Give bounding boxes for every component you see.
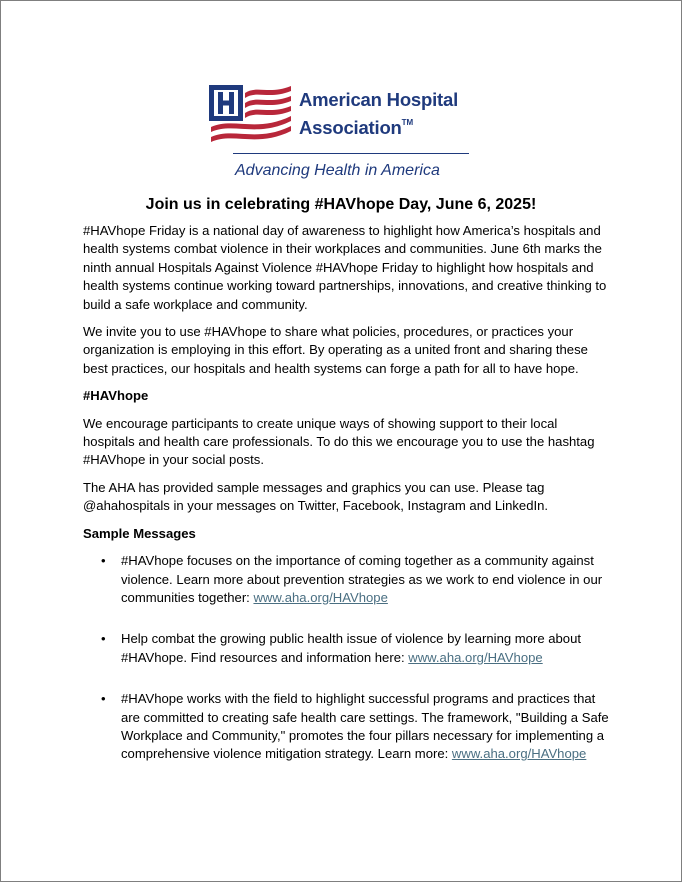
page-title: Join us in celebrating #HAVhope Day, June 6, 2025! [145, 196, 537, 213]
sample-message-item [101, 552, 611, 607]
aha-logo [207, 81, 487, 186]
logo-tagline: Advancing Health in America [235, 162, 440, 179]
invite-paragraph: We invite you to use #HAVhope to share what policies, procedures, or practices your organization is employing in this effort. By operating as a united front and sharing these best practices, our hospitals and health systems can forge a path for all to have hope. [83, 324, 588, 376]
havhope-link[interactable]: www.aha.org/HAVhope [253, 589, 388, 605]
document-body [83, 222, 611, 787]
org-name-line1: American Hospital [299, 89, 459, 110]
havhope-link[interactable]: www.aha.org/HAVhope [451, 746, 587, 762]
bullet-icon: • [101, 553, 106, 569]
org-name-line2: Association [299, 117, 402, 138]
tag-paragraph: The AHA has provided sample messages and graphics you can use. Please tag @ahahospitals in your messages on Twitter, Facebook, Instagram and LinkedIn. [83, 479, 549, 514]
encourage-paragraph: We encourage participants to create unique ways of showing support to their local hospitals and health care professionals. To do this we encourage you to use the hashtag #HAVhope in your social posts. [83, 415, 595, 468]
org-name [299, 88, 458, 139]
sample-messages-list [83, 552, 611, 764]
sample-message-text: #HAVhope focuses on the importance of coming together as a community against violence. Learn more about prevention strategies as we work to end violence in our communities together: [121, 553, 603, 605]
sample-message-text: Help combat the growing public health issue of violence by learning more about #HAVhope. Find resources and information here: [121, 631, 582, 665]
havhope-link[interactable]: www.aha.org/HAVhope [408, 649, 543, 665]
aha-h-flag-icon [207, 81, 293, 143]
trademark: TM [401, 118, 414, 127]
bullet-icon: • [101, 691, 106, 707]
sample-message-item [101, 630, 611, 667]
intro-paragraph: #HAVhope Friday is a national day of awareness to highlight how America’s hospitals and health systems combat violence in their workplaces and communities. June 6th marks the ninth annual Hospitals Against Violence #HAVhope Friday to highlight how hospitals and health systems continue working toward partnerships, innovations, and creative thinking to build a safe workplace and community. [83, 223, 607, 312]
org-name-line2-wrap [299, 111, 458, 139]
logo-divider [233, 153, 469, 154]
bullet-icon: • [101, 631, 106, 647]
hashtag-heading: #HAVhope [83, 388, 149, 404]
sample-messages-heading: Sample Messages [83, 525, 196, 541]
sample-message-text: #HAVhope works with the field to highlight successful programs and practices that are committed to creating safe health care settings. The framework, "Building a Safe Workplace and Community," promotes the four pillars necessary for implementing a comprehensive violence mitigation strategy. Learn more: [121, 691, 609, 762]
sample-message-item [101, 690, 611, 764]
